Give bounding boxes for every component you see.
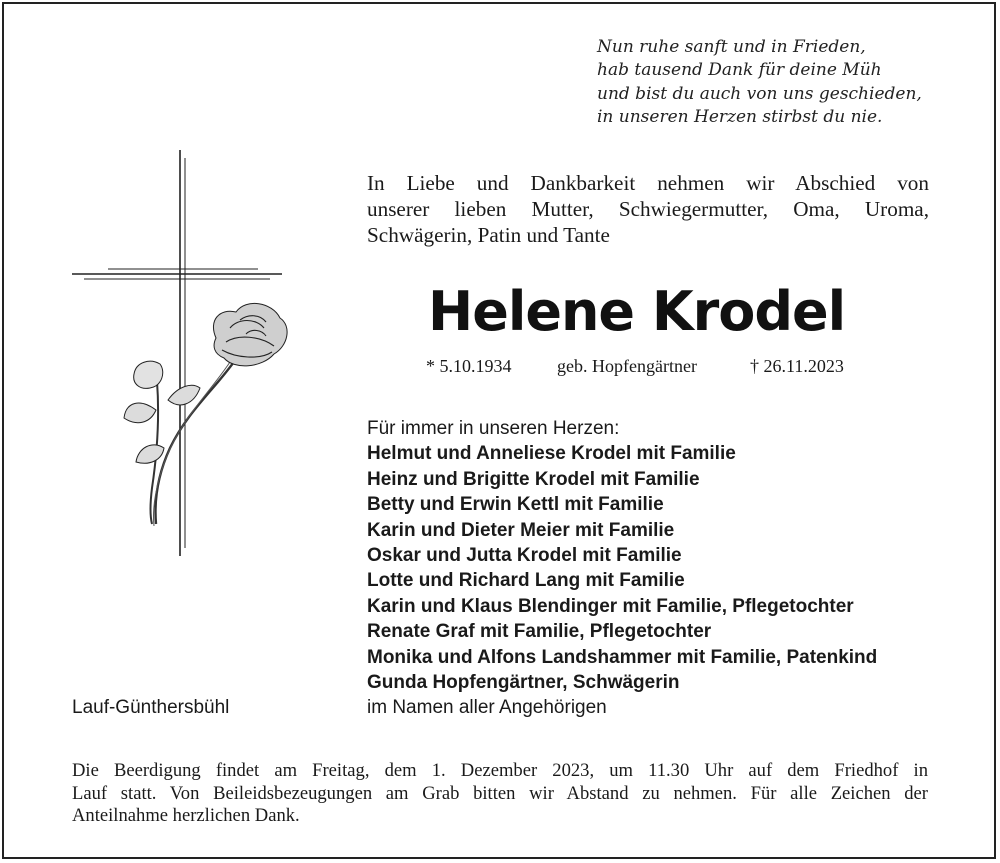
survivor-entry: Oskar und Jutta Krodel mit Familie [367,545,682,567]
intro-line: In Liebe und Dankbarkeit nehmen wir Abschied von [367,171,929,195]
cross-with-rose-icon [70,148,290,558]
funeral-notice [72,760,928,828]
deceased-name: Helene Krodel [428,280,846,343]
place-name: Lauf-Günthersbühl [72,697,230,718]
funeral-line: Anteilnahme herzlichen Dank. [72,805,300,827]
funeral-line: Lauf statt. Von Beileidsbezeugungen am Grab bitten wir Abstand zu nehmen. Für alle Zeichen der [72,782,928,804]
survivor-entry: Renate Graf mit Familie, Pflegetochter [367,621,712,643]
poem [597,36,987,129]
survivor-entry: Helmut und Anneliese Krodel mit Familie [367,443,736,465]
survivor-entry: Betty und Erwin Kettl mit Familie [367,494,664,516]
intro-line: unserer lieben Mutter, Schwiegermutter, Oma, Uroma, [367,197,929,221]
poem-line: und bist du auch von uns geschieden, [597,83,922,104]
survivor-entry: Karin und Dieter Meier mit Familie [367,519,675,541]
survivor-entry: Karin und Klaus Blendinger mit Familie, Pflegetochter [367,595,854,617]
poem-line: in unseren Herzen stirbst du nie. [597,106,883,127]
survivors-list [367,416,877,721]
survivors-closing: im Namen aller Angehörigen [367,697,607,719]
intro-text [367,170,929,248]
survivor-entry: Lotte und Richard Lang mit Familie [367,570,685,592]
survivor-entry: Gunda Hopfengärtner, Schwägerin [367,672,680,694]
birth-date: * 5.10.1934 [426,356,512,376]
funeral-line: Die Beerdigung findet am Freitag, dem 1. Dezember 2023, um 11.30 Uhr auf dem Friedhof in [72,760,928,781]
poem-line: Nun ruhe sanft und in Frieden, [597,37,866,57]
intro-line: Schwägerin, Patin und Tante [367,223,610,247]
maiden-name: geb. Hopfengärtner [557,356,697,376]
survivors-heading: Für immer in unseren Herzen: [367,418,620,439]
survivor-entry: Heinz und Brigitte Krodel mit Familie [367,468,700,490]
poem-line: hab tausend Dank für deine Müh [597,60,882,81]
survivor-entry: Monika und Alfons Landshammer mit Familie, Patenkind [367,646,878,668]
death-date: † 26.11.2023 [750,356,844,376]
